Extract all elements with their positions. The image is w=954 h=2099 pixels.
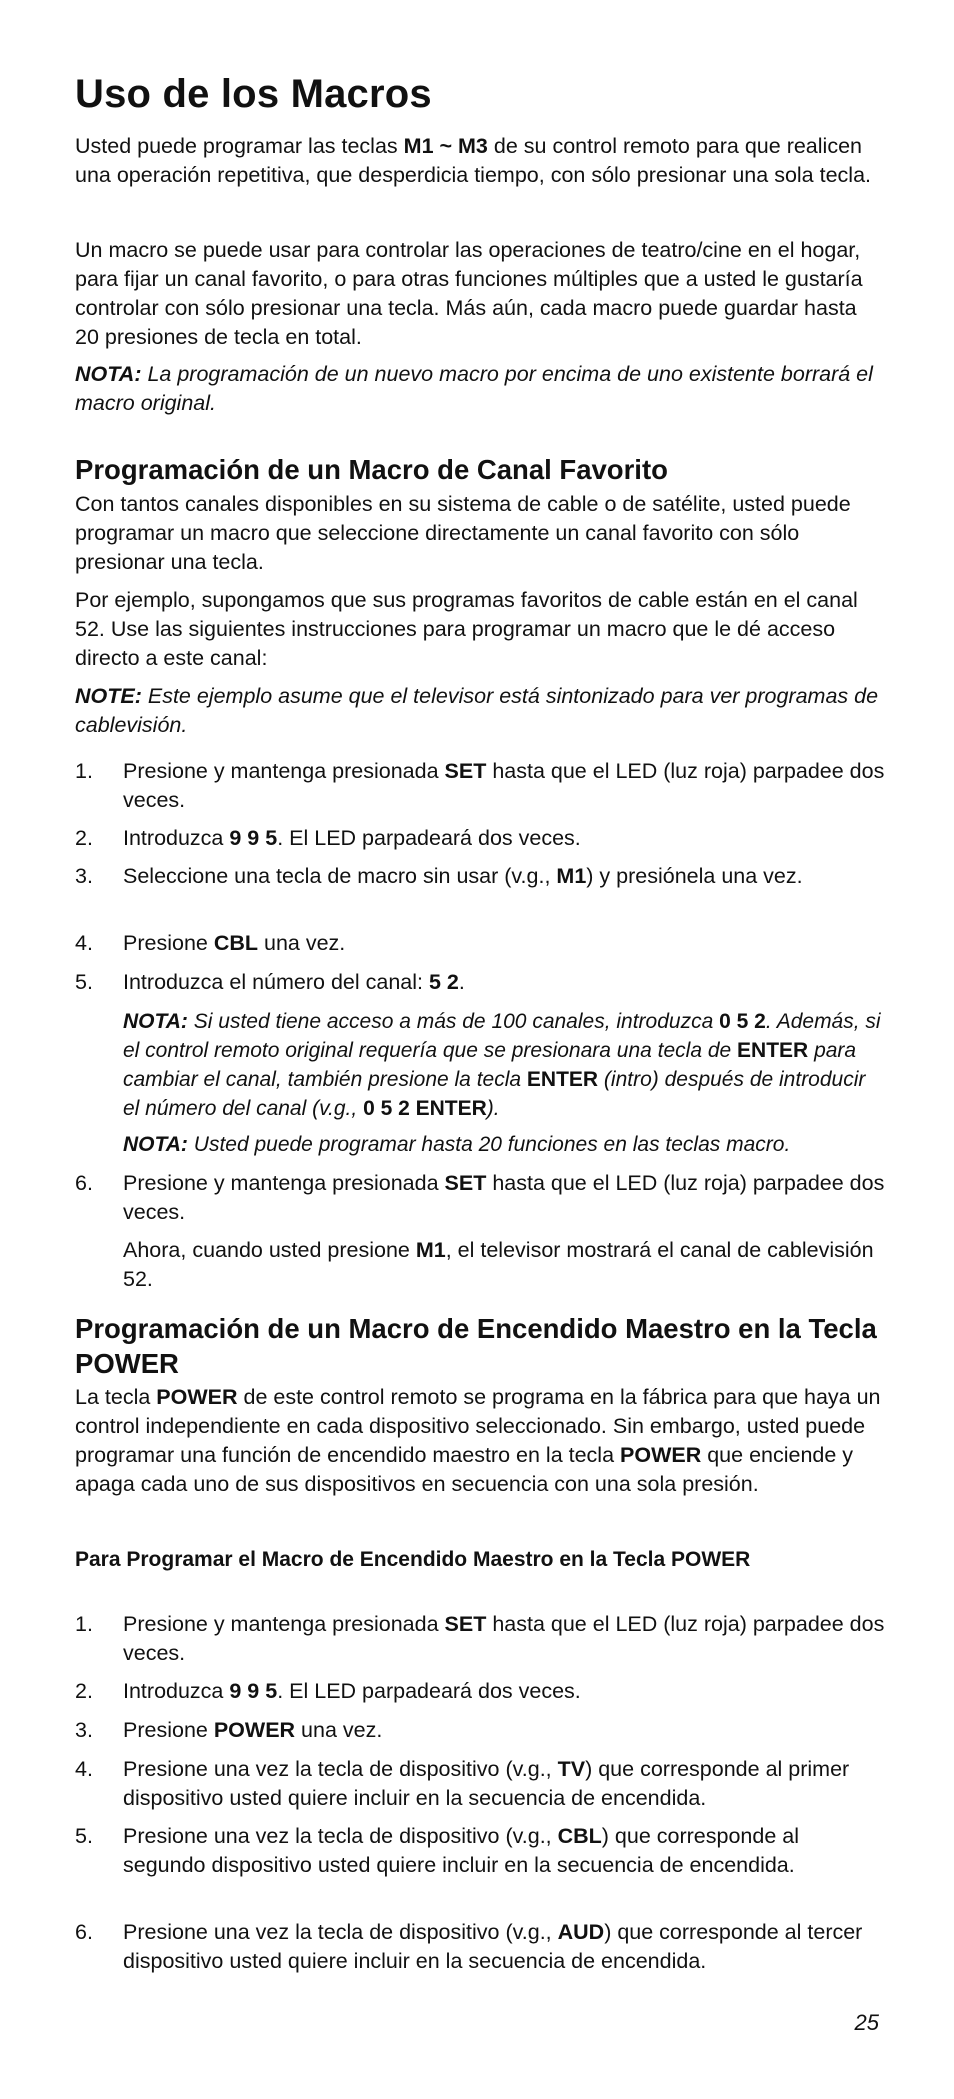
section1-note: NOTE: Este ejemplo asume que el televisor está sintonizado para ver programas de cablevisión.	[75, 684, 879, 737]
list-item: 6. Presione y mantenga presionada SET hasta que el LED (luz roja) parpadee dos veces.	[75, 1171, 885, 1224]
list-item: 1. Presione y mantenga presionada SET hasta que el LED (luz roja) parpadee dos veces.	[75, 1612, 885, 1665]
section2-paragraph-1: La tecla POWER de este control remoto se programa en la fábrica para que haya un control independiente en cada dispositivo seleccionado. Sin embargo, usted puede programar una función de encendido maestro en la tecla POWER que enciende y apaga cada uno de sus dispositivos en secuencia con una sola presión.	[75, 1385, 881, 1496]
list-item: 5. Presione una vez la tecla de dispositivo (v.g., CBL) que corresponde al segundo dispositivo usted quiere incluir en la secuencia de encendida.	[75, 1824, 800, 1877]
intro-note: NOTA: La programación de un nuevo macro por encima de uno existente borrará el macro original.	[75, 362, 873, 415]
list-item: 3. Presione POWER una vez.	[75, 1718, 383, 1742]
list-item: 5. Introduzca el número del canal: 5 2.	[75, 970, 465, 994]
section-heading-master-power: Programación de un Macro de Encendido Maestro en la Tecla POWER	[75, 1313, 877, 1379]
list-item: 1. Presione y mantenga presionada SET hasta que el LED (luz roja) parpadee dos veces.	[75, 759, 885, 812]
step6-result: Ahora, cuando usted presione M1, el televisor mostrará el canal de cablevisión 52.	[123, 1238, 874, 1291]
list-item: 3. Seleccione una tecla de macro sin usar (v.g., M1) y presiónela una vez.	[75, 864, 803, 888]
page-number: 25	[854, 2010, 879, 2035]
list-item: 2. Introduzca 9 9 5. El LED parpadeará dos veces.	[75, 826, 581, 850]
list-item: 6. Presione una vez la tecla de dispositivo (v.g., AUD) que corresponde al tercer dispositivo usted quiere incluir en la secuencia de encendida.	[75, 1920, 863, 1973]
step5-note-functions: NOTA: Usted puede programar hasta 20 funciones en las teclas macro.	[123, 1133, 791, 1156]
section1-paragraph-2: Por ejemplo, supongamos que sus programas favoritos de cable están en el canal 52. Use las siguientes instrucciones para programar un macro que le dé acceso directo a este canal:	[75, 588, 858, 670]
intro-paragraph-2: Un macro se puede usar para controlar las operaciones de teatro/cine en el hogar, para fijar un canal favorito, o para otras funciones múltiples que a usted le gustaría controlar con sólo presionar una tecla. Más aún, cada macro puede guardar hasta 20 presiones de tecla en total.	[75, 238, 863, 349]
list-item: 4. Presione una vez la tecla de dispositivo (v.g., TV) que corresponde al primer dispositivo usted quiere incluir en la secuencia de encendida.	[75, 1757, 850, 1810]
intro-paragraph-1: Usted puede programar las teclas M1 ~ M3 de su control remoto para que realicen una operación repetitiva, que desperdicia tiempo, con sólo presionar una sola tecla.	[75, 134, 871, 187]
page-title: Uso de los Macros	[75, 72, 432, 116]
section1-paragraph-1: Con tantos canales disponibles en su sistema de cable o de satélite, usted puede programar un macro que seleccione directamente un canal favorito con sólo presionar una tecla.	[75, 492, 851, 574]
section-heading-favorite-channel: Programación de un Macro de Canal Favorito	[75, 454, 668, 485]
step5-note-channels: NOTA: Si usted tiene acceso a más de 100 canales, introduzca 0 5 2. Además, si el control remoto original requería que se presionara una tecla de ENTER para cambiar el canal, también presione la tecla ENTER (intro) después de introducir el número del canal (v.g., 0 5 2 ENTER).	[123, 1010, 881, 1120]
list-item: 2. Introduzca 9 9 5. El LED parpadeará dos veces.	[75, 1679, 581, 1703]
subheading-master-power: Para Programar el Macro de Encendido Maestro en la Tecla POWER	[75, 1548, 751, 1571]
list-item: 4. Presione CBL una vez.	[75, 931, 346, 955]
